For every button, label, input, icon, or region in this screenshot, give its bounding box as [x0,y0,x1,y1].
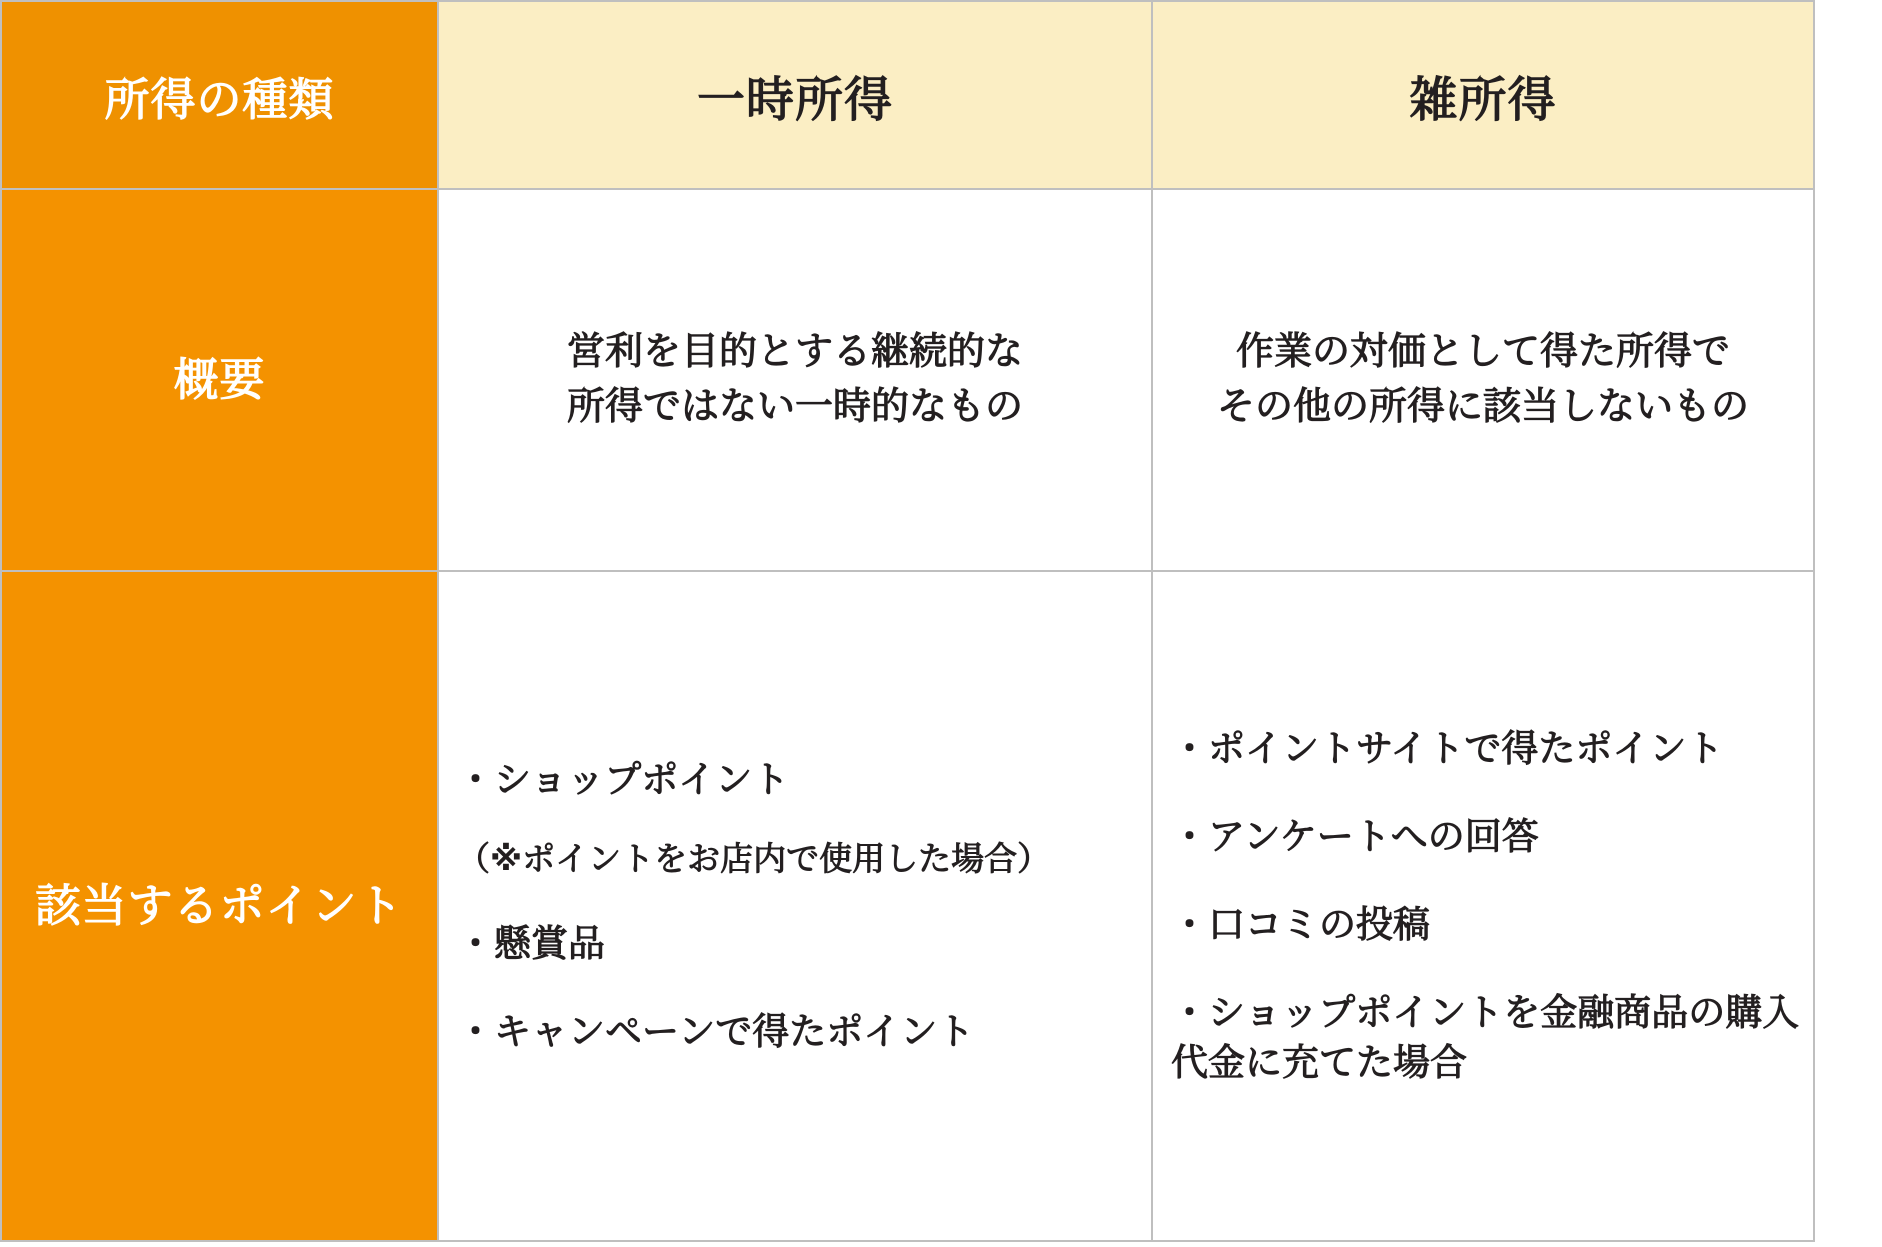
row-label-overview: 概要 [1,189,438,571]
list-item: ・キャンペーンで得たポイント [457,1011,975,1053]
overview-temporary-line-2: 所得ではない一時的なもの [566,386,1023,428]
list-item: ・ショップポイント [457,758,790,800]
list-item: ・ショップポイントを金融商品の購入代金に充てた場合 [1171,991,1800,1083]
points-temporary-income-list [438,571,1152,1241]
points-miscellaneous-income-list [1152,571,1814,1241]
row-label-applicable-points: 該当するポイント [1,571,438,1241]
overview-misc-line-1: 作業の対価として得た所得で [1235,330,1730,373]
list-item: ・口コミの投稿 [1171,904,1430,946]
table-row-overview [1,189,1814,571]
overview-temporary-income [438,189,1152,571]
list-item: ・懸賞品 [457,923,605,965]
overview-temporary-line-1: 営利を目的とする継続的な [566,330,1023,373]
table-header-row [1,1,1814,189]
table-row-applicable-points [1,571,1814,1241]
header-cell-miscellaneous-income: 雑所得 [1152,1,1814,189]
list-item: ・アンケートへの回答 [1171,816,1539,858]
header-cell-income-type: 所得の種類 [1,1,438,189]
header-cell-temporary-income: 一時所得 [438,1,1152,189]
overview-miscellaneous-income [1152,189,1814,571]
list-item: ・ポイントサイトで得たポイント [1171,728,1724,770]
overview-misc-line-2: その他の所得に該当しないもの [1216,386,1749,428]
list-item: （※ポイントをお店内で使用した場合） [457,839,1051,877]
